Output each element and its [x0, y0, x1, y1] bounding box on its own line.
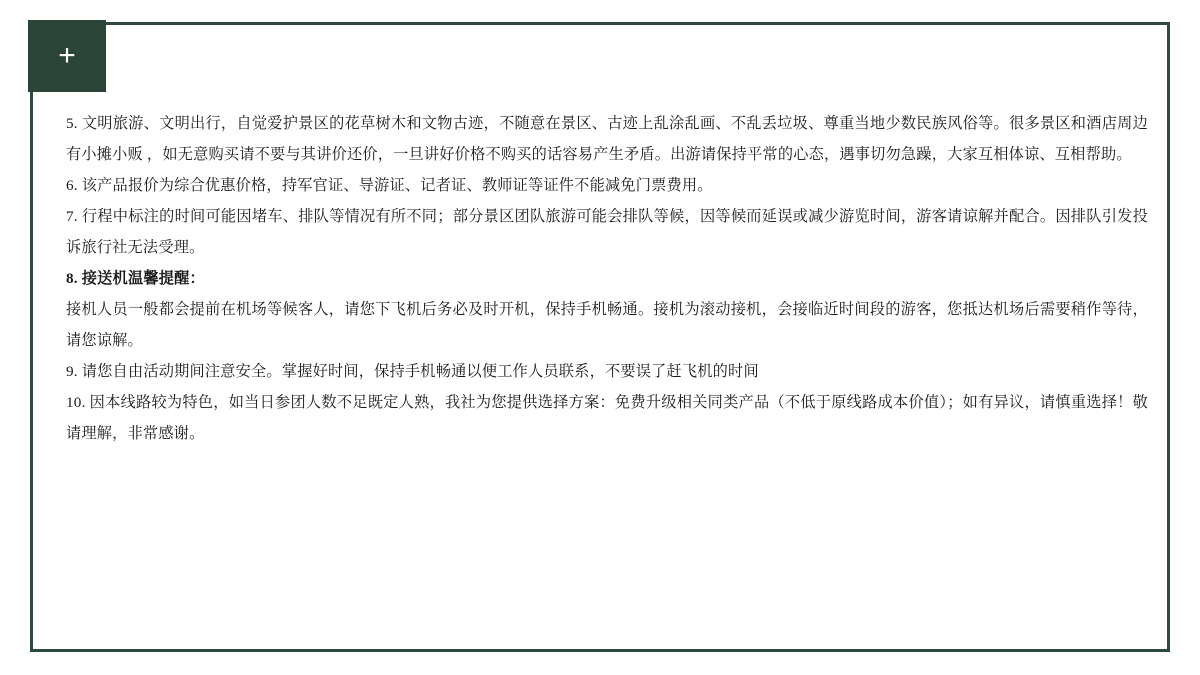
notes-paragraph-10: 10. 因本线路较为特色，如当日参团人数不足既定人熟，我社为您提供选择方案：免费升级相关同类产品（不低于原线路成本价值）；如有异议，请慎重选择！敬请理解，非常感谢。 — [66, 394, 1148, 442]
notes-paragraph-5: 5. 文明旅游、文明出行，自觉爱护景区的花草树木和文物古迹，不随意在景区、古迹上乱涂乱画、不乱丢垃圾、尊重当地少数民族风俗等。很多景区和酒店周边有小摊小贩 ，如无意购买请不要与其讲价还价，一旦讲好价格不购买的话容易产生矛盾。出游请保持平常的心态，遇事切勿急躁，大家互相体谅、互相帮助。 — [66, 115, 1148, 163]
notes-paragraph-7: 7. 行程中标注的时间可能因堵车、排队等情况有所不同；部分景区团队旅游可能会排队等候，因等候而延误或减少游览时间，游客请谅解并配合。因排队引发投诉旅行社无法受理。 — [66, 208, 1148, 256]
notes-paragraph-8-heading: 8. 接送机温馨提醒： — [66, 270, 205, 287]
notes-paragraph-9: 9. 请您自由活动期间注意安全。掌握好时间，保持手机畅通以便工作人员联系，不要误了赶飞机的时间 — [66, 363, 759, 380]
notes-paragraph-6: 6. 该产品报价为综合优惠价格，持军官证、导游证、记者证、教师证等证件不能减免门票费用。 — [66, 177, 713, 194]
plus-icon: + — [58, 39, 76, 72]
notes-content — [66, 108, 1148, 628]
notes-paragraph-8-body: 接机人员一般都会提前在机场等候客人，请您下飞机后务必及时开机，保持手机畅通。接机为滚动接机，会接临近时间段的游客，您抵达机场后需要稍作等待，请您谅解。 — [66, 301, 1148, 349]
